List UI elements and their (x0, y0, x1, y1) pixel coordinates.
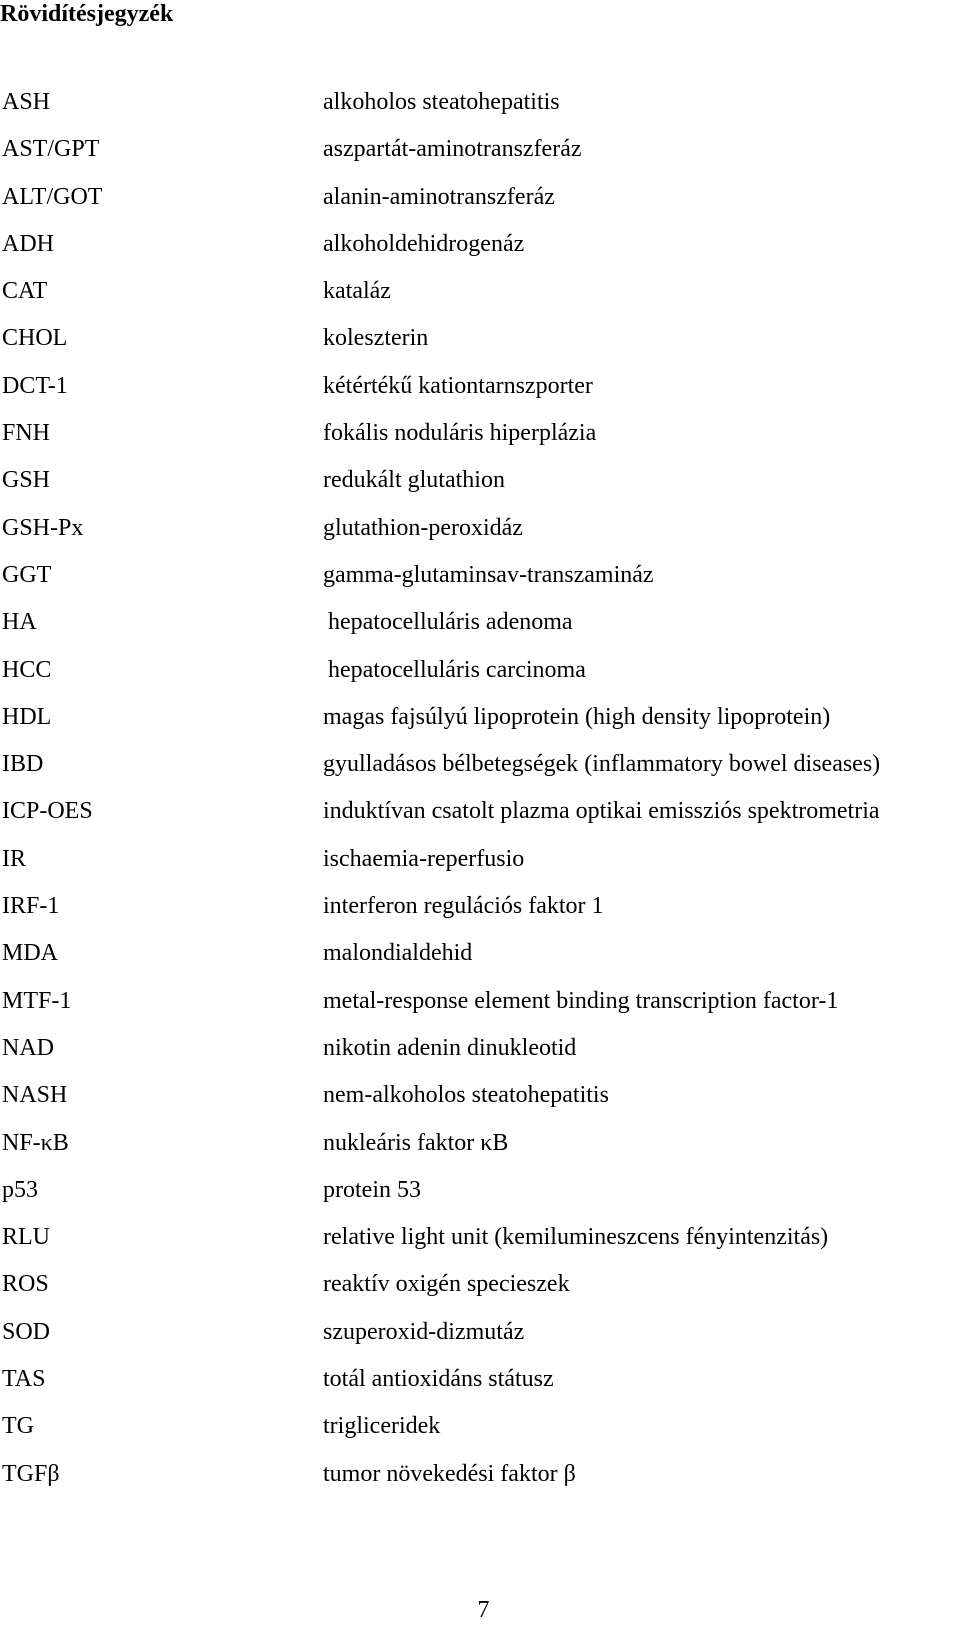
abbreviation-term: DCT-1 (2, 372, 68, 399)
abbreviation-term: GGT (2, 561, 52, 588)
abbreviation-term: NASH (2, 1082, 68, 1109)
abbreviation-definition: redukált glutathion (323, 467, 505, 494)
abbreviation-definition: glutathion-peroxidáz (323, 514, 523, 541)
abbreviation-row (0, 892, 960, 939)
abbreviation-term: AST/GPT (2, 136, 100, 163)
abbreviation-row (0, 608, 960, 655)
abbreviation-row (0, 372, 960, 419)
abbreviation-term: SOD (2, 1318, 51, 1345)
abbreviation-row (0, 1034, 960, 1081)
abbreviation-definition: nem-alkoholos steatohepatitis (323, 1082, 609, 1109)
abbreviation-definition: alanin-aminotranszferáz (323, 183, 555, 210)
abbreviation-term: ROS (2, 1271, 49, 1298)
abbreviation-definition: malondialdehid (323, 940, 473, 967)
abbreviation-term: NF-κB (2, 1129, 69, 1156)
abbreviation-term: CAT (2, 278, 48, 305)
abbreviation-term: ICP-OES (2, 798, 93, 825)
abbreviation-term: TGFβ (2, 1460, 60, 1487)
abbreviation-term: MTF-1 (2, 987, 72, 1014)
abbreviation-row (0, 845, 960, 892)
abbreviation-definition: kataláz (323, 278, 391, 305)
abbreviation-definition: trigliceridek (323, 1413, 441, 1440)
abbreviation-row (0, 561, 960, 608)
abbreviation-row (0, 1129, 960, 1176)
abbreviation-definition: nukleáris faktor κB (323, 1129, 509, 1156)
abbreviation-list (0, 88, 960, 1507)
abbreviation-definition: reaktív oxigén specieszek (323, 1271, 570, 1298)
abbreviation-term: FNH (2, 420, 51, 447)
abbreviation-row (0, 1176, 960, 1223)
abbreviation-row (0, 1460, 960, 1507)
abbreviation-definition: protein 53 (323, 1176, 421, 1203)
abbreviation-row (0, 1318, 960, 1365)
abbreviation-definition: ischaemia-reperfusio (323, 845, 525, 872)
abbreviation-definition: aszpartát-aminotranszferáz (323, 136, 582, 163)
abbreviation-definition: interferon regulációs faktor 1 (323, 893, 604, 920)
abbreviation-term: HCC (2, 656, 52, 683)
abbreviation-term: GSH (2, 467, 51, 494)
abbreviation-term: HDL (2, 703, 52, 730)
abbreviation-row (0, 750, 960, 797)
abbreviation-row (0, 230, 960, 277)
abbreviation-definition: alkoholdehidrogenáz (323, 230, 525, 257)
abbreviation-definition: fokális noduláris hiperplázia (323, 420, 597, 447)
abbreviation-row (0, 797, 960, 844)
abbreviation-term: TAS (2, 1366, 46, 1393)
abbreviation-row (0, 939, 960, 986)
abbreviation-definition: alkoholos steatohepatitis (323, 89, 560, 115)
abbreviation-row (0, 1270, 960, 1317)
abbreviation-term: MDA (2, 940, 59, 967)
abbreviation-definition: kétértékű kationtarnszporter (323, 372, 593, 399)
abbreviation-term: IBD (2, 751, 44, 778)
abbreviation-definition: induktívan csatolt plazma optikai emissziós spektrometria (323, 798, 880, 825)
abbreviation-row (0, 183, 960, 230)
abbreviation-term: GSH-Px (2, 514, 84, 541)
abbreviation-row (0, 88, 960, 135)
abbreviation-row (0, 987, 960, 1034)
abbreviation-term: ASH (2, 89, 51, 115)
abbreviation-definition: relative light unit (kemilumineszcens fényintenzitás) (323, 1224, 829, 1251)
abbreviation-term: TG (2, 1413, 34, 1440)
abbreviation-term: IRF-1 (2, 893, 60, 920)
abbreviation-row (0, 466, 960, 513)
abbreviation-term: ALT/GOT (2, 183, 103, 210)
abbreviation-row (0, 419, 960, 466)
abbreviation-term: CHOL (2, 325, 68, 352)
abbreviation-definition: koleszterin (323, 325, 429, 352)
abbreviation-row (0, 1223, 960, 1270)
abbreviation-term: p53 (2, 1176, 38, 1203)
abbreviation-term: RLU (2, 1224, 50, 1251)
abbreviation-definition: hepatocelluláris adenoma (328, 609, 573, 636)
page-number: 7 (477, 1597, 490, 1623)
abbreviation-term: ADH (2, 230, 54, 257)
abbreviation-term: IR (2, 845, 26, 872)
abbreviation-row (0, 1412, 960, 1459)
abbreviation-definition: gyulladásos bélbetegségek (inflammatory bowel diseases) (323, 751, 881, 778)
abbreviation-row (0, 656, 960, 703)
abbreviation-definition: magas fajsúlyú lipoprotein (high density lipoprotein) (323, 703, 831, 730)
abbreviation-row (0, 1081, 960, 1128)
abbreviation-definition: tumor növekedési faktor β (323, 1460, 576, 1487)
abbreviation-definition: metal-response element binding transcription factor-1 (323, 987, 839, 1014)
abbreviation-row (0, 135, 960, 182)
abbreviation-definition: nikotin adenin dinukleotid (323, 1034, 577, 1061)
abbreviation-row (0, 514, 960, 561)
abbreviation-term: HA (2, 609, 37, 636)
abbreviation-definition: szuperoxid-dizmutáz (323, 1318, 525, 1345)
abbreviation-row (0, 324, 960, 371)
abbreviation-definition: gamma-glutaminsav-transzamináz (323, 561, 654, 588)
abbreviation-row (0, 1365, 960, 1412)
page-title: Rövidítésjegyzék (0, 1, 174, 27)
abbreviation-row (0, 703, 960, 750)
abbreviation-row (0, 277, 960, 324)
abbreviation-definition: hepatocelluláris carcinoma (328, 656, 586, 683)
abbreviation-term: NAD (2, 1034, 54, 1061)
abbreviation-definition: totál antioxidáns státusz (323, 1366, 554, 1393)
